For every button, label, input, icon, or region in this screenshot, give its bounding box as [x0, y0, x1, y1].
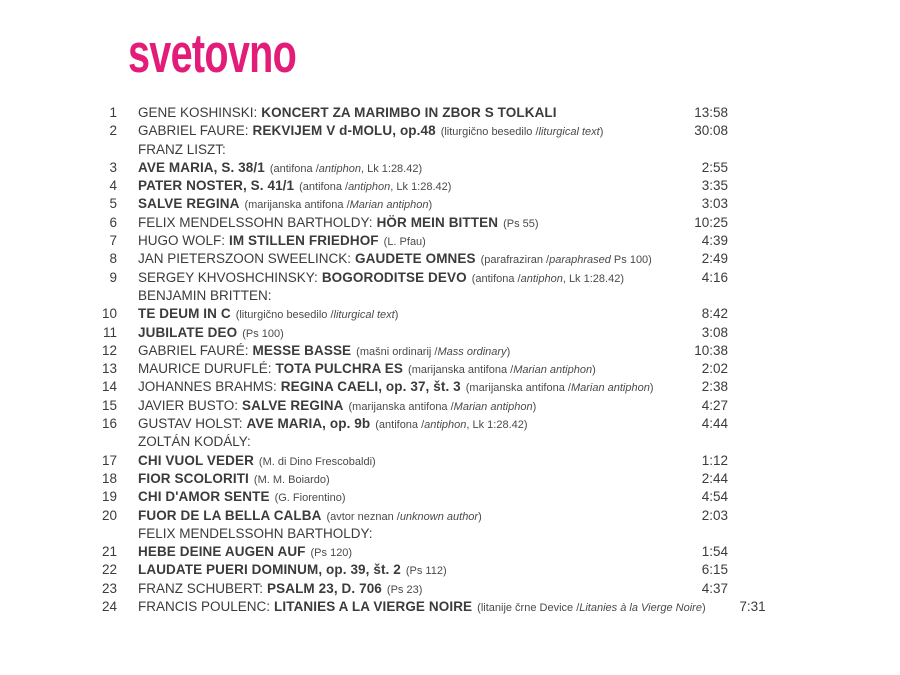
track-number: 4: [109, 178, 117, 194]
composer-name: HUGO WOLF:: [138, 233, 225, 249]
composer-name: MAURICE DURUFLÉ:: [138, 361, 272, 377]
track-number: 10: [101, 306, 117, 322]
track-title: SALVE REGINA: [242, 397, 344, 413]
track-row: [93, 543, 728, 561]
track-text: [138, 195, 668, 214]
track-note: (liturgično besedilo /liturgical text): [235, 309, 399, 322]
track-duration: 2:02: [701, 361, 728, 377]
track-title: TOTA PULCHRA ES: [275, 361, 404, 377]
composer-name: FRANZ LISZT:: [138, 141, 226, 157]
track-title: FUOR DE LA BELLA CALBA: [138, 507, 322, 523]
track-row: [93, 250, 728, 268]
track-note: (antifona /antiphon, Lk 1:28.42): [471, 272, 624, 285]
track-number: 14: [101, 379, 117, 395]
composer-name: GUSTAV HOLST:: [138, 416, 243, 432]
track-number: 20: [101, 507, 117, 523]
track-duration: 2:49: [701, 251, 728, 267]
track-duration: 10:38: [694, 342, 728, 358]
track-text: [138, 342, 668, 361]
track-row: [93, 141, 728, 159]
composer-name: JAVIER BUSTO:: [138, 397, 239, 413]
track-row: [93, 561, 728, 579]
track-number: 11: [102, 324, 117, 340]
track-row: [93, 378, 728, 396]
track-row: [93, 159, 728, 177]
track-row: [93, 507, 728, 525]
track-duration: 13:58: [694, 105, 728, 120]
track-number: 12: [101, 342, 117, 358]
track-note: (Ps 55): [503, 217, 539, 230]
track-duration: 4:37: [701, 580, 728, 596]
page-title: svetovno: [128, 22, 297, 84]
track-note: (M. M. Boiardo): [253, 473, 330, 486]
track-text: [138, 452, 668, 471]
track-row: [93, 232, 728, 250]
track-title: HEBE DEINE AUGEN AUF: [138, 544, 306, 560]
track-number: 24: [101, 599, 117, 615]
composer-name: FRANCIS POULENC:: [138, 599, 271, 615]
track-number: 6: [109, 214, 117, 230]
track-note: (M. di Dino Frescobaldi): [258, 455, 376, 468]
track-row: [93, 415, 728, 433]
track-title: CHI D'AMOR SENTE: [138, 489, 270, 505]
track-duration: 2:03: [701, 507, 728, 523]
track-text: [138, 378, 668, 397]
track-title: PSALM 23, D. 706: [267, 580, 382, 596]
track-text: [138, 561, 668, 580]
tracklist: [93, 104, 766, 616]
composer-name: FRANZ SCHUBERT:: [138, 580, 264, 596]
track-duration: 3:03: [701, 196, 728, 212]
track-text: [138, 397, 668, 416]
track-duration: 7:31: [739, 599, 766, 615]
composer-name: SERGEY KHVOSHCHINSKY:: [138, 269, 318, 285]
track-number: 21: [101, 544, 117, 560]
track-title: GAUDETE OMNES: [355, 251, 476, 267]
track-note: (marijanska antifona /Marian antiphon): [408, 364, 596, 377]
track-title: FIOR SCOLORITI: [138, 470, 249, 486]
track-number: 15: [101, 397, 117, 413]
track-number: 19: [101, 489, 117, 505]
track-number: 16: [101, 416, 117, 432]
track-text: [138, 177, 668, 196]
composer-name: ZOLTÁN KODÁLY:: [138, 434, 251, 450]
track-row: [93, 177, 728, 195]
track-row: [93, 525, 728, 543]
track-row: [93, 214, 728, 232]
track-row: [93, 433, 728, 451]
track-duration: 4:27: [701, 397, 728, 413]
track-text: [138, 598, 706, 617]
track-number: 9: [109, 269, 117, 285]
track-note: (Ps 100): [242, 327, 284, 340]
track-note: (marijanska antifona /Marian antiphon): [244, 199, 433, 212]
track-duration: 6:15: [701, 562, 728, 578]
track-number: 8: [109, 251, 117, 267]
track-duration: 4:44: [701, 416, 728, 432]
composer-name: JAN PIETERSZOON SWEELINCK:: [138, 251, 352, 267]
track-note: (G. Fiorentino): [274, 492, 346, 505]
track-row: [93, 360, 728, 378]
track-note: (marijanska antifona /Marian antiphon): [348, 400, 537, 413]
track-duration: 1:12: [701, 452, 728, 468]
track-text: [138, 104, 668, 123]
composer-name: FELIX MENDELSSOHN BARTHOLDY:: [138, 525, 373, 541]
track-row: [93, 195, 728, 213]
track-row: [93, 470, 728, 488]
track-note: (Ps 23): [386, 583, 423, 596]
track-note: (antifona /antiphon, Lk 1:28.42): [375, 419, 528, 432]
track-text: [138, 580, 668, 599]
track-title: TE DEUM IN C: [138, 306, 231, 322]
track-title: JUBILATE DEO: [138, 324, 238, 340]
track-duration: 3:35: [701, 178, 728, 194]
track-number: 13: [101, 361, 117, 377]
track-row: [93, 287, 728, 305]
track-row: [93, 397, 728, 415]
track-title: SALVE REGINA: [138, 196, 240, 212]
track-duration: 4:54: [701, 489, 728, 505]
track-text: [138, 543, 668, 562]
composer-name: GENE KOSHINSKI:: [138, 105, 258, 120]
composer-name: GABRIEL FAURÉ:: [138, 342, 249, 358]
track-note: (parafraziran /paraphrased Ps 100): [480, 254, 652, 267]
track-duration: 3:08: [701, 324, 728, 340]
track-number: 1: [109, 105, 117, 120]
composer-name: BENJAMIN BRITTEN:: [138, 287, 272, 303]
track-note: (liturgično besedilo /liturgical text): [440, 126, 604, 139]
track-row: [93, 305, 728, 323]
track-number: 5: [109, 196, 117, 212]
track-duration: 4:39: [701, 233, 728, 249]
track-text: [138, 415, 668, 434]
track-title: BOGORODITSE DEVO: [321, 269, 467, 285]
track-text: [138, 232, 668, 251]
track-title: KONCERT ZA MARIMBO IN ZBOR S TOLKALI: [261, 105, 557, 120]
track-number: 23: [101, 580, 117, 596]
track-title: LAUDATE PUERI DOMINUM, op. 39, št. 2: [138, 562, 401, 578]
track-title: HÖR MEIN BITTEN: [376, 214, 499, 230]
track-title: REKVIJEM V d-MOLU, op.48: [252, 123, 436, 139]
track-row: [93, 324, 728, 342]
track-title: AVE MARIA, op. 9b: [246, 416, 371, 432]
track-note: (L. Pfau): [383, 236, 426, 249]
track-text: [138, 159, 668, 178]
track-title: IM STILLEN FRIEDHOF: [229, 233, 379, 249]
track-note: (Ps 120): [310, 547, 353, 560]
track-title: MESSE BASSE: [252, 342, 352, 358]
track-duration: 2:55: [701, 159, 728, 175]
track-title: CHI VUOL VEDER: [138, 452, 254, 468]
track-duration: 30:08: [694, 123, 728, 139]
track-title: PATER NOSTER, S. 41/1: [138, 178, 295, 194]
track-number: 3: [109, 159, 117, 175]
track-text: [138, 525, 668, 544]
track-duration: 8:42: [701, 306, 728, 322]
track-row: [93, 488, 728, 506]
track-text: [138, 470, 668, 489]
track-note: (marijanska antifona /Marian antiphon): [465, 382, 654, 395]
track-text: [138, 214, 668, 233]
track-text: [138, 141, 668, 160]
track-note: (antifona /antiphon, Lk 1:28.42): [299, 181, 452, 194]
track-note: (litanije črne Device /Litanies à la Vierge Noire): [477, 602, 706, 615]
track-text: [138, 433, 668, 452]
composer-name: GABRIEL FAURE:: [138, 123, 249, 139]
track-title: AVE MARIA, S. 38/1: [138, 159, 265, 175]
track-duration: 1:54: [701, 544, 728, 560]
track-text: [138, 360, 668, 379]
track-duration: 4:16: [701, 269, 728, 285]
track-text: [138, 269, 668, 288]
composer-name: FELIX MENDELSSOHN BARTHOLDY:: [138, 214, 373, 230]
composer-name: JOHANNES BRAHMS:: [138, 379, 277, 395]
track-row: [93, 269, 728, 287]
track-note: (Ps 112): [405, 565, 447, 578]
track-row: [93, 122, 728, 140]
track-row: [93, 598, 766, 616]
track-text: [138, 122, 668, 141]
track-row: [93, 104, 728, 122]
track-text: [138, 250, 668, 269]
track-text: [138, 488, 668, 507]
track-number: 7: [109, 233, 117, 249]
track-number: 2: [109, 123, 117, 139]
track-text: [138, 324, 668, 343]
track-row: [93, 580, 728, 598]
track-row: [93, 342, 728, 360]
track-number: 18: [101, 470, 117, 486]
track-text: [138, 507, 668, 526]
track-note: (mašni ordinarij /Mass ordinary): [356, 345, 511, 358]
track-text: [138, 305, 668, 324]
track-note: (avtor neznan /unknown author): [326, 510, 482, 523]
track-title: REGINA CAELI, op. 37, št. 3: [280, 379, 461, 395]
track-row: [93, 452, 728, 470]
track-title: LITANIES A LA VIERGE NOIRE: [274, 599, 473, 615]
track-duration: 10:25: [694, 214, 728, 230]
track-number: 17: [101, 452, 117, 468]
track-note: (antifona /antiphon, Lk 1:28.42): [269, 162, 423, 175]
track-text: [138, 287, 668, 306]
track-duration: 2:38: [701, 379, 728, 395]
track-number: 22: [101, 562, 117, 578]
track-duration: 2:44: [701, 470, 728, 486]
